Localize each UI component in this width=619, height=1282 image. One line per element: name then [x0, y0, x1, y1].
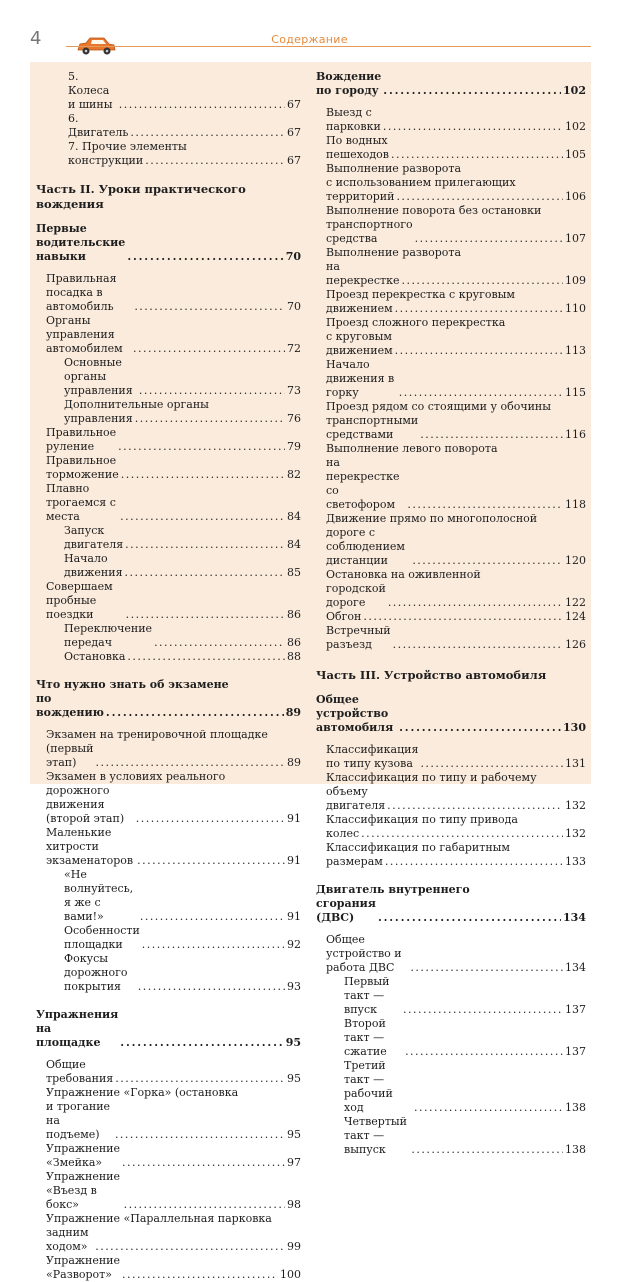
- spacer: [36, 212, 301, 222]
- toc-subentry[interactable]: [316, 624, 586, 652]
- toc-section[interactable]: [316, 897, 586, 925]
- toc-subentry-title: размерам: [326, 855, 383, 868]
- toc-subentry[interactable]: [316, 855, 586, 869]
- toc-subsubentry-title: Первый такт — впуск: [344, 975, 390, 1016]
- toc-subentry[interactable]: [316, 330, 586, 358]
- toc-section-title: сгорания (ДВС): [316, 897, 376, 924]
- dot-leader: [414, 1101, 563, 1115]
- toc-section-text: Двигатель внутреннего: [316, 883, 470, 896]
- toc-subentry-title: Правильное торможение: [46, 454, 119, 481]
- toc-subsubentry-title: «Не волнуйтесь, я же с вами!»: [64, 868, 134, 923]
- toc-subsubentry-title: 5. Колеса и шины: [68, 70, 113, 111]
- dot-leader: [95, 756, 285, 770]
- dot-leader: [388, 596, 563, 610]
- toc-subentry-page: 95: [287, 1128, 301, 1141]
- dot-leader: [420, 757, 563, 771]
- toc-subentry-page: 89: [287, 756, 301, 769]
- toc-subsubentry-page: 88: [287, 650, 301, 663]
- toc-subentry-text: Проезд рядом со стоящими у обочины: [326, 400, 552, 413]
- toc-subentry-text: с использованием прилегающих: [326, 176, 516, 189]
- toc-subsubentry-title: Особенности площадки: [64, 924, 140, 951]
- toc-subentry[interactable]: [316, 358, 586, 400]
- dot-leader: [391, 148, 563, 162]
- dot-leader: [410, 961, 563, 975]
- toc-subentry-title: задним ходом»: [46, 1226, 89, 1253]
- toc-subentry-page: 107: [565, 232, 586, 245]
- toc-subentry[interactable]: [316, 827, 586, 841]
- toc-subentry-text: Движение прямо по многополосной: [326, 512, 538, 525]
- toc-subentry[interactable]: [316, 610, 586, 624]
- spacer: [36, 994, 301, 1008]
- toc-subsubentry-page: 67: [287, 126, 301, 139]
- dot-leader: [115, 1072, 285, 1086]
- toc-subentry-page: 132: [565, 799, 586, 812]
- dot-leader: [145, 154, 285, 168]
- page-header-title: Содержание: [271, 33, 348, 46]
- header-rule: [66, 46, 591, 47]
- dot-leader: [142, 938, 285, 952]
- toc-subentry-page: 91: [287, 812, 301, 825]
- dot-leader: [95, 1240, 285, 1254]
- toc-right-column: [316, 70, 586, 1157]
- dot-leader: [125, 566, 285, 580]
- toc-subsubentry-page: 137: [565, 1045, 586, 1058]
- dot-leader: [407, 498, 563, 512]
- toc-subsubentry-text: 7. Прочие элементы: [68, 140, 187, 153]
- dot-leader: [415, 232, 563, 246]
- toc-subsubentry[interactable]: [36, 924, 301, 952]
- toc-subsubentry-page: 138: [565, 1101, 586, 1114]
- dot-leader: [126, 608, 285, 622]
- toc-subentry-page: 115: [565, 386, 586, 399]
- toc-subentry[interactable]: [36, 1170, 301, 1212]
- toc-subentry-title: Выезд с парковки: [326, 106, 381, 133]
- toc-subsubentry-page: 84: [287, 538, 301, 551]
- toc-subentry[interactable]: [36, 272, 301, 314]
- spacer: [316, 925, 586, 933]
- dot-leader: [124, 1198, 285, 1212]
- toc-subentry[interactable]: [316, 134, 586, 162]
- toc-subsubentry[interactable]: [36, 952, 301, 994]
- toc-subentry-title: Органы управления автомобилем: [46, 314, 123, 355]
- toc-subentry-page: 86: [287, 608, 301, 621]
- toc-subentry-page: 91: [287, 854, 301, 867]
- dot-leader: [106, 706, 284, 720]
- toc-section-page: 89: [285, 706, 301, 719]
- toc-subsubentry[interactable]: [36, 70, 301, 112]
- toc-section-text: Что нужно знать об экзамене: [36, 678, 229, 691]
- toc-section[interactable]: [316, 693, 586, 735]
- toc-subentry[interactable]: [316, 106, 586, 134]
- toc-subsubentry-title: Остановка: [64, 650, 126, 663]
- toc-subsubentry-page: 138: [565, 1143, 586, 1156]
- toc-subentry-page: 116: [565, 428, 586, 441]
- toc-subentry[interactable]: [36, 826, 301, 868]
- toc-subentry-page: 131: [565, 757, 586, 770]
- toc-subentry-title: объему двигателя: [326, 785, 386, 812]
- toc-subentry[interactable]: [316, 414, 586, 442]
- toc-subsubentry[interactable]: [36, 622, 301, 650]
- dot-leader: [361, 827, 563, 841]
- dot-leader: [405, 1045, 563, 1059]
- toc-subsubentry-title: Переключение передач: [64, 622, 153, 649]
- toc-subsubentry-text: Дополнительные органы: [64, 398, 209, 411]
- toc-subsubentry-page: 93: [287, 980, 301, 993]
- toc-subentry[interactable]: [316, 190, 586, 204]
- toc-subentry-title: Правильное руление: [46, 426, 117, 453]
- toc-subentry[interactable]: [316, 582, 586, 610]
- toc-section[interactable]: [36, 222, 301, 264]
- toc-subsubentry-title: 6. Двигатель: [68, 112, 129, 139]
- toc-subentry[interactable]: [36, 454, 301, 482]
- toc-subsubentry-page: 73: [287, 384, 301, 397]
- toc-subsubentry[interactable]: [36, 356, 301, 398]
- toc-subentry[interactable]: [316, 456, 586, 512]
- toc-subentry-title: городской дороге: [326, 582, 386, 609]
- toc-subentry-page: 106: [565, 190, 586, 203]
- toc-subentry[interactable]: [316, 260, 586, 288]
- toc-section-page: 130: [563, 721, 586, 734]
- dot-leader: [118, 440, 285, 454]
- dot-leader: [125, 538, 285, 552]
- toc-subentry-title: транспортными средствами: [326, 414, 419, 441]
- toc-subentry-page: 120: [565, 554, 586, 567]
- dot-leader: [420, 428, 563, 442]
- toc-subentry[interactable]: [36, 742, 301, 770]
- toc-subentry-text: Классификация по типу привода: [326, 813, 518, 826]
- toc-subentry-text: Классификация по типу и рабочему: [326, 771, 537, 784]
- toc-subentry-page: 134: [565, 961, 586, 974]
- dot-leader: [127, 650, 285, 664]
- dot-leader: [383, 84, 561, 98]
- toc-subentry-title: на перекрестке со светофором: [326, 456, 400, 511]
- toc-subentry-page: 122: [565, 596, 586, 609]
- toc-subentry-title: территорий: [326, 190, 395, 203]
- toc-subsubentry-title: конструкции: [68, 154, 144, 167]
- toc-subentry-title: Общее устройство и работа ДВС: [326, 933, 402, 974]
- toc-subentry-title: Маленькие хитрости экзаменаторов: [46, 826, 134, 867]
- toc-subentry-title: дорожного движения (второй этап): [46, 784, 125, 825]
- toc-subsubentry[interactable]: [36, 154, 301, 168]
- toc-subentry[interactable]: [316, 218, 586, 246]
- dot-leader: [133, 342, 285, 356]
- toc-subentry[interactable]: [36, 1058, 301, 1086]
- toc-subentry-title: Упражнение «Въезд в бокс»: [46, 1170, 121, 1211]
- toc-section-page: 102: [563, 84, 586, 97]
- dot-leader: [363, 610, 563, 624]
- toc-section-title: Первые водительские навыки: [36, 222, 126, 263]
- toc-subentry-text: Выполнение левого поворота: [326, 442, 498, 455]
- toc-subentry-page: 102: [565, 120, 586, 133]
- dot-leader: [411, 1143, 563, 1157]
- dot-leader: [395, 302, 563, 316]
- spacer: [316, 735, 586, 743]
- toc-subentry[interactable]: [36, 784, 301, 826]
- dot-leader: [403, 1003, 563, 1017]
- toc-subentry[interactable]: [36, 1254, 301, 1282]
- toc-subsubentry-page: 67: [287, 154, 301, 167]
- toc-subsubentry[interactable]: [36, 868, 301, 924]
- toc-subsubentry-page: 137: [565, 1003, 586, 1016]
- dot-leader: [393, 638, 563, 652]
- toc-subsubentry-page: 91: [287, 910, 301, 923]
- toc-subentry[interactable]: [316, 302, 586, 316]
- toc-subentry-text: Выполнение поворота без остановки: [326, 204, 542, 217]
- spacer: [316, 869, 586, 883]
- toc-subentry-page: 124: [565, 610, 586, 623]
- toc-subentry-page: 133: [565, 855, 586, 868]
- toc-subentry[interactable]: [36, 314, 301, 356]
- toc-subentry[interactable]: [36, 1142, 301, 1170]
- toc-subentry-title: дороге с соблюдением дистанции: [326, 526, 405, 567]
- toc-subentry-page: 100: [280, 1268, 301, 1281]
- toc-subentry-page: 70: [287, 300, 301, 313]
- dot-leader: [122, 1268, 278, 1282]
- toc-subentry-text: Остановка на оживленной: [326, 568, 481, 581]
- toc-subentry-title: Встречный разъезд: [326, 624, 391, 651]
- toc-subsubentry[interactable]: [316, 1017, 586, 1059]
- toc-subentry-title: Обгон: [326, 610, 362, 623]
- toc-subentry-page: 126: [565, 638, 586, 651]
- toc-subentry-page: 82: [287, 468, 301, 481]
- dot-leader: [137, 854, 285, 868]
- toc-subentry[interactable]: [316, 933, 586, 975]
- toc-subentry-page: 109: [565, 274, 586, 287]
- toc-subentry-title: Упражнение «Разворот»: [46, 1254, 121, 1281]
- toc-section[interactable]: [36, 692, 301, 720]
- dot-leader: [412, 554, 563, 568]
- dot-leader: [395, 344, 563, 358]
- toc-subentry[interactable]: [36, 1226, 301, 1254]
- dot-leader: [154, 636, 285, 650]
- toc-subentry-page: 84: [287, 510, 301, 523]
- toc-subsubentry-page: 67: [287, 98, 301, 111]
- dot-leader: [134, 300, 285, 314]
- toc-subentry[interactable]: [36, 580, 301, 622]
- toc-subentry-title: транспортного средства: [326, 218, 413, 245]
- toc-subsubentry[interactable]: [36, 412, 301, 426]
- toc-subentry[interactable]: [316, 743, 586, 771]
- toc-subsubentry-title: Третий такт — рабочий ход: [344, 1059, 393, 1114]
- toc-subentry-page: 110: [565, 302, 586, 315]
- toc-subsubentry[interactable]: [36, 524, 301, 552]
- toc-subentry-page: 118: [565, 498, 586, 511]
- toc-subentry[interactable]: [36, 1100, 301, 1142]
- toc-subentry-page: 97: [287, 1156, 301, 1169]
- toc-subsubentry[interactable]: [316, 1115, 586, 1157]
- dot-leader: [130, 126, 285, 140]
- part-title: вождения: [36, 197, 104, 211]
- toc-subentry-title: По водных пешеходов: [326, 134, 389, 161]
- toc-subsubentry-title: управления: [64, 412, 133, 425]
- toc-subentry[interactable]: [36, 482, 301, 524]
- dot-leader: [399, 721, 561, 735]
- toc-subsubentry-title: Четвертый такт — выпуск: [344, 1115, 408, 1156]
- toc-subsubentry[interactable]: [36, 112, 301, 140]
- toc-subsubentry-title: Фокусы дорожного покрытия: [64, 952, 128, 993]
- spacer: [316, 683, 586, 693]
- dot-leader: [120, 1036, 283, 1050]
- toc-section-page: 134: [563, 911, 586, 924]
- toc-subsubentry-page: 92: [287, 938, 301, 951]
- toc-subentry-page: 72: [287, 342, 301, 355]
- spacer: [36, 1050, 301, 1058]
- toc-subentry[interactable]: [316, 785, 586, 813]
- toc-subentry[interactable]: [316, 526, 586, 568]
- dot-leader: [120, 510, 285, 524]
- toc-subentry-title: Совершаем пробные поездки: [46, 580, 113, 621]
- toc-section[interactable]: [36, 1008, 301, 1050]
- dot-leader: [378, 911, 561, 925]
- dot-leader: [138, 980, 285, 994]
- toc-section-title: Общее устройство автомобиля: [316, 693, 394, 734]
- toc-section-page: 95: [285, 1036, 301, 1049]
- toc-section[interactable]: [316, 70, 586, 98]
- spacer: [36, 664, 301, 678]
- toc-subentry-text: Экзамен на тренировочной площадке: [46, 728, 268, 741]
- toc-left-column: [36, 70, 301, 1282]
- page-number: 4: [30, 28, 42, 49]
- toc-subentry-title: движением: [326, 302, 393, 315]
- toc-subentry-title: Классификация по типу кузова: [326, 743, 419, 770]
- toc-subentry-title: колес: [326, 827, 360, 840]
- toc-subentry-title: с круговым движением: [326, 330, 393, 357]
- toc-subentry-text: Проезд сложного перекрестка: [326, 316, 506, 329]
- toc-section-title: Вождение по городу: [316, 70, 382, 97]
- dot-leader: [383, 120, 563, 134]
- toc-subentry-text: Выполнение разворота: [326, 162, 462, 175]
- toc-subentry-page: 132: [565, 827, 586, 840]
- toc-subsubentry-title: Запуск двигателя: [64, 524, 124, 551]
- toc-subentry-title: на перекрестке: [326, 260, 400, 287]
- toc-subsubentry[interactable]: [36, 552, 301, 580]
- part-title: Часть II. Уроки практического: [36, 182, 246, 196]
- toc-subentry-text: Проезд перекрестка с круговым: [326, 288, 515, 301]
- toc-section-page: 70: [285, 250, 301, 263]
- toc-section-title: Упражнения на площадке: [36, 1008, 119, 1049]
- toc-subentry-title: (первый этап): [46, 742, 94, 769]
- toc-subentry-text: Выполнение разворота: [326, 246, 462, 259]
- toc-subsubentry-page: 86: [287, 636, 301, 649]
- dot-leader: [387, 799, 563, 813]
- spacer: [36, 264, 301, 272]
- dot-leader: [139, 384, 285, 398]
- toc-subentry-page: 113: [565, 344, 586, 357]
- toc-subsubentry-page: 76: [287, 412, 301, 425]
- toc-subsubentry[interactable]: [316, 975, 586, 1017]
- toc-subsubentry[interactable]: [36, 650, 301, 664]
- dot-leader: [399, 386, 563, 400]
- toc-subentry-title: и трогание на подъеме): [46, 1100, 111, 1141]
- toc-subentry-title: Упражнение «Змейка»: [46, 1142, 121, 1169]
- toc-subsubentry-title: Начало движения: [64, 552, 123, 579]
- dot-leader: [115, 1128, 285, 1142]
- toc-subentry-page: 105: [565, 148, 586, 161]
- dot-leader: [385, 855, 563, 869]
- toc-section-title: по вождению: [36, 692, 104, 719]
- dot-leader: [401, 274, 563, 288]
- toc-subentry-text: Упражнение «Горка» (остановка: [46, 1086, 239, 1099]
- toc-subentry-title: Общие требования: [46, 1058, 114, 1085]
- toc-subentry[interactable]: [36, 426, 301, 454]
- toc-subsubentry-page: 85: [287, 566, 301, 579]
- toc-subentry-page: 79: [287, 440, 301, 453]
- toc-subentry-text: Экзамен в условиях реального: [46, 770, 226, 783]
- toc-subentry-text: Упражнение «Параллельная парковка: [46, 1212, 272, 1225]
- toc-subentry-page: 95: [287, 1072, 301, 1085]
- dot-leader: [136, 812, 285, 826]
- toc-subsubentry-title: Основные органы управления: [64, 356, 133, 397]
- toc-subsubentry-title: Второй такт — сжатие: [344, 1017, 387, 1058]
- spacer: [36, 720, 301, 728]
- part-title: Часть III. Устройство автомобиля: [316, 668, 547, 682]
- toc-subentry-title: Плавно трогаемся с места: [46, 482, 116, 523]
- spacer: [36, 168, 301, 182]
- toc-subentry-page: 98: [287, 1198, 301, 1211]
- spacer: [316, 652, 586, 668]
- dot-leader: [135, 412, 285, 426]
- toc-subentry-title: Правильная посадка в автомобиль: [46, 272, 117, 313]
- dot-leader: [127, 250, 283, 264]
- dot-leader: [121, 468, 285, 482]
- toc-subentry-text: Классификация по габаритным: [326, 841, 510, 854]
- toc-subsubentry[interactable]: [316, 1059, 586, 1115]
- dot-leader: [140, 910, 285, 924]
- dot-leader: [122, 1156, 285, 1170]
- dot-leader: [119, 98, 285, 112]
- spacer: [316, 98, 586, 106]
- toc-subentry-page: 99: [287, 1240, 301, 1253]
- dot-leader: [396, 190, 563, 204]
- toc-subentry-title: Начало движения в горку: [326, 358, 395, 399]
